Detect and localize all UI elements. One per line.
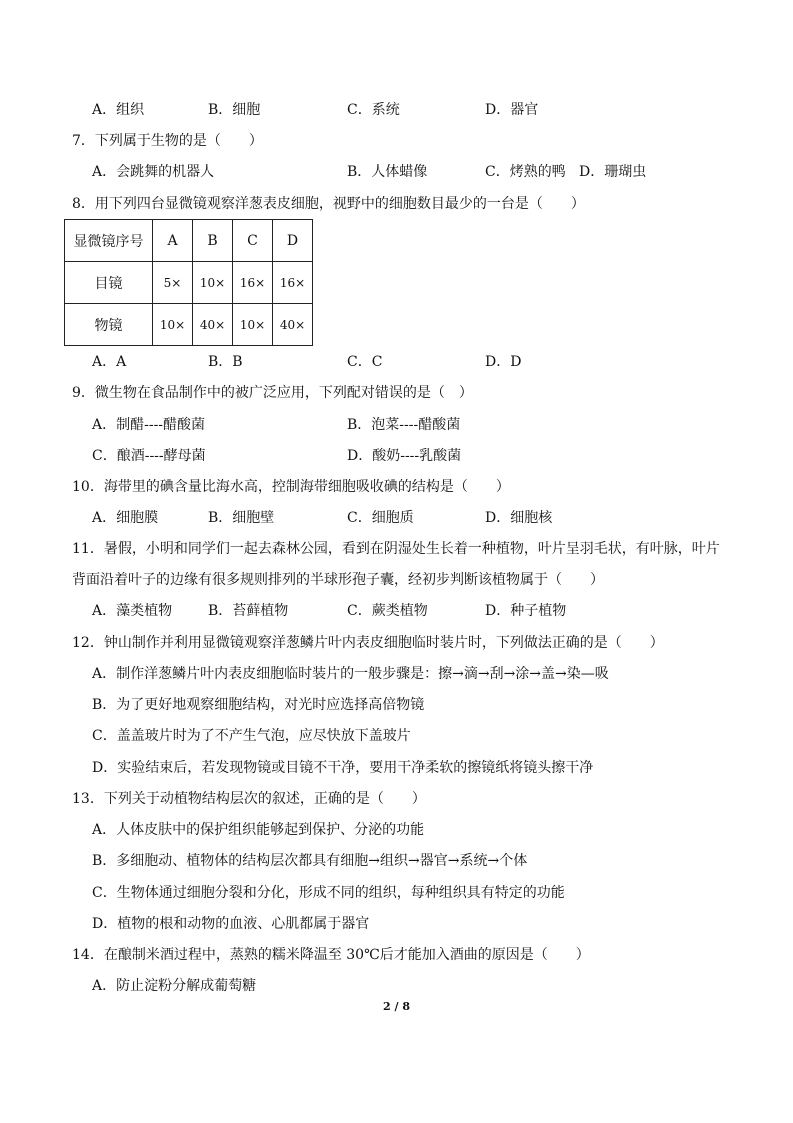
table-header-cell: B [193, 220, 233, 262]
q7-option-d: D．珊瑚虫 [579, 164, 647, 180]
table-cell: 物镜 [65, 304, 153, 346]
table-header-cell: D [273, 220, 313, 262]
table-cell: 10× [233, 304, 273, 346]
q7-stem: 7．下列属于生物的是（ ） [72, 133, 263, 149]
q8-option-c: C．C [347, 354, 383, 370]
q14-option-a: A．防止淀粉分解成葡萄糖 [92, 978, 257, 994]
page-number: 2 / 8 [383, 1000, 410, 1013]
q13-option-d: D．植物的根和动物的血液、心肌都属于器官 [92, 916, 370, 932]
q9-option-b: B．泡菜----醋酸菌 [347, 417, 461, 433]
q13-option-a: A．人体皮肤中的保护组织能够起到保护、分泌的功能 [92, 822, 425, 838]
q10-stem: 10．海带里的碘含量比海水高，控制海带细胞吸收碘的结构是（ ） [72, 479, 510, 495]
table-cell: 40× [193, 304, 233, 346]
q9-option-a: A．制醋----醋酸菌 [92, 417, 206, 433]
table-cell: 16× [233, 262, 273, 304]
q11-stem-line-1: 11．暑假，小明和同学们一起去森林公园，看到在阴湿处生长着一种植物，叶片呈羽毛状，有叶脉，叶片 [72, 541, 720, 557]
table-cell: 10× [193, 262, 233, 304]
q9-stem: 9．微生物在食品制作中的被广泛应用，下列配对错误的是（ ） [72, 385, 473, 401]
q8-option-a: A．A [92, 354, 127, 370]
q13-option-c: C．生物体通过细胞分裂和分化，形成不同的组织，每种组织具有特定的功能 [92, 885, 565, 901]
q6-option-b: B．细胞 [208, 102, 261, 118]
q10-option-a: A．细胞膜 [92, 510, 159, 526]
q6-option-c: C．系统 [347, 102, 400, 118]
q12-option-d: D．实验结束后，若发现物镜或目镜不干净，要用干净柔软的擦镜纸将镜头擦干净 [92, 760, 594, 776]
q13-option-b: B．多细胞动、植物体的结构层次都具有细胞→组织→器官→系统→个体 [92, 853, 528, 869]
table-cell: 16× [273, 262, 313, 304]
table-cell: 目镜 [65, 262, 153, 304]
q11-option-c: C．蕨类植物 [347, 603, 428, 619]
table-header-row [65, 220, 313, 262]
q6-option-a: A．组织 [92, 102, 145, 118]
q6-option-d: D．器官 [485, 102, 539, 118]
q8-option-d: D．D [485, 354, 522, 370]
q8-option-b: B．B [208, 354, 243, 370]
q11-option-d: D．种子植物 [485, 603, 567, 619]
q11-option-b: B．苔藓植物 [208, 603, 289, 619]
q10-option-b: B．细胞壁 [208, 510, 275, 526]
q12-option-b: B．为了更好地观察细胞结构，对光时应选择高倍物镜 [92, 697, 425, 713]
q12-stem: 12．钟山制作并利用显微镜观察洋葱鳞片叶内表皮细胞临时装片时，下列做法正确的是（ ） [72, 635, 664, 651]
q7-option-b: B．人体蜡像 [347, 164, 428, 180]
q7-option-c: C．烤熟的鸭 [485, 164, 566, 180]
table-header-cell: A [153, 220, 193, 262]
table-header-cell: 显微镜序号 [65, 220, 153, 262]
q12-option-a: A．制作洋葱鳞片叶内表皮细胞临时装片的一般步骤是：擦→滴→刮→涂→盖→染—吸 [92, 666, 609, 682]
table-row [65, 262, 313, 304]
q11-option-a: A．藻类植物 [92, 603, 173, 619]
q11-stem-line-2: 背面沿着叶子的边缘有很多规则排列的半球形孢子囊，经初步判断该植物属于（ ） [72, 572, 604, 588]
microscope-table [64, 219, 313, 346]
table-header-cell: C [233, 220, 273, 262]
q10-option-c: C．细胞质 [347, 510, 414, 526]
table-row [65, 304, 313, 346]
q7-option-a: A．会跳舞的机器人 [92, 164, 215, 180]
q12-option-c: C．盖盖玻片时为了不产生气泡，应尽快放下盖玻片 [92, 728, 411, 744]
q9-option-c: C．酿酒----酵母菌 [92, 448, 206, 464]
q9-option-d: D．酸奶----乳酸菌 [347, 448, 462, 464]
table-cell: 40× [273, 304, 313, 346]
q13-stem: 13．下列关于动植物结构层次的叙述，正确的是（ ） [72, 791, 426, 807]
table-cell: 10× [153, 304, 193, 346]
q8-stem: 8．用下列四台显微镜观察洋葱表皮细胞，视野中的细胞数目最少的一台是（ ） [72, 196, 585, 212]
q10-option-d: D．细胞核 [485, 510, 553, 526]
q14-stem: 14．在酿制米酒过程中，蒸熟的糯米降温至 30℃后才能加入酒曲的原因是（ ） [72, 947, 590, 963]
table-cell: 5× [153, 262, 193, 304]
